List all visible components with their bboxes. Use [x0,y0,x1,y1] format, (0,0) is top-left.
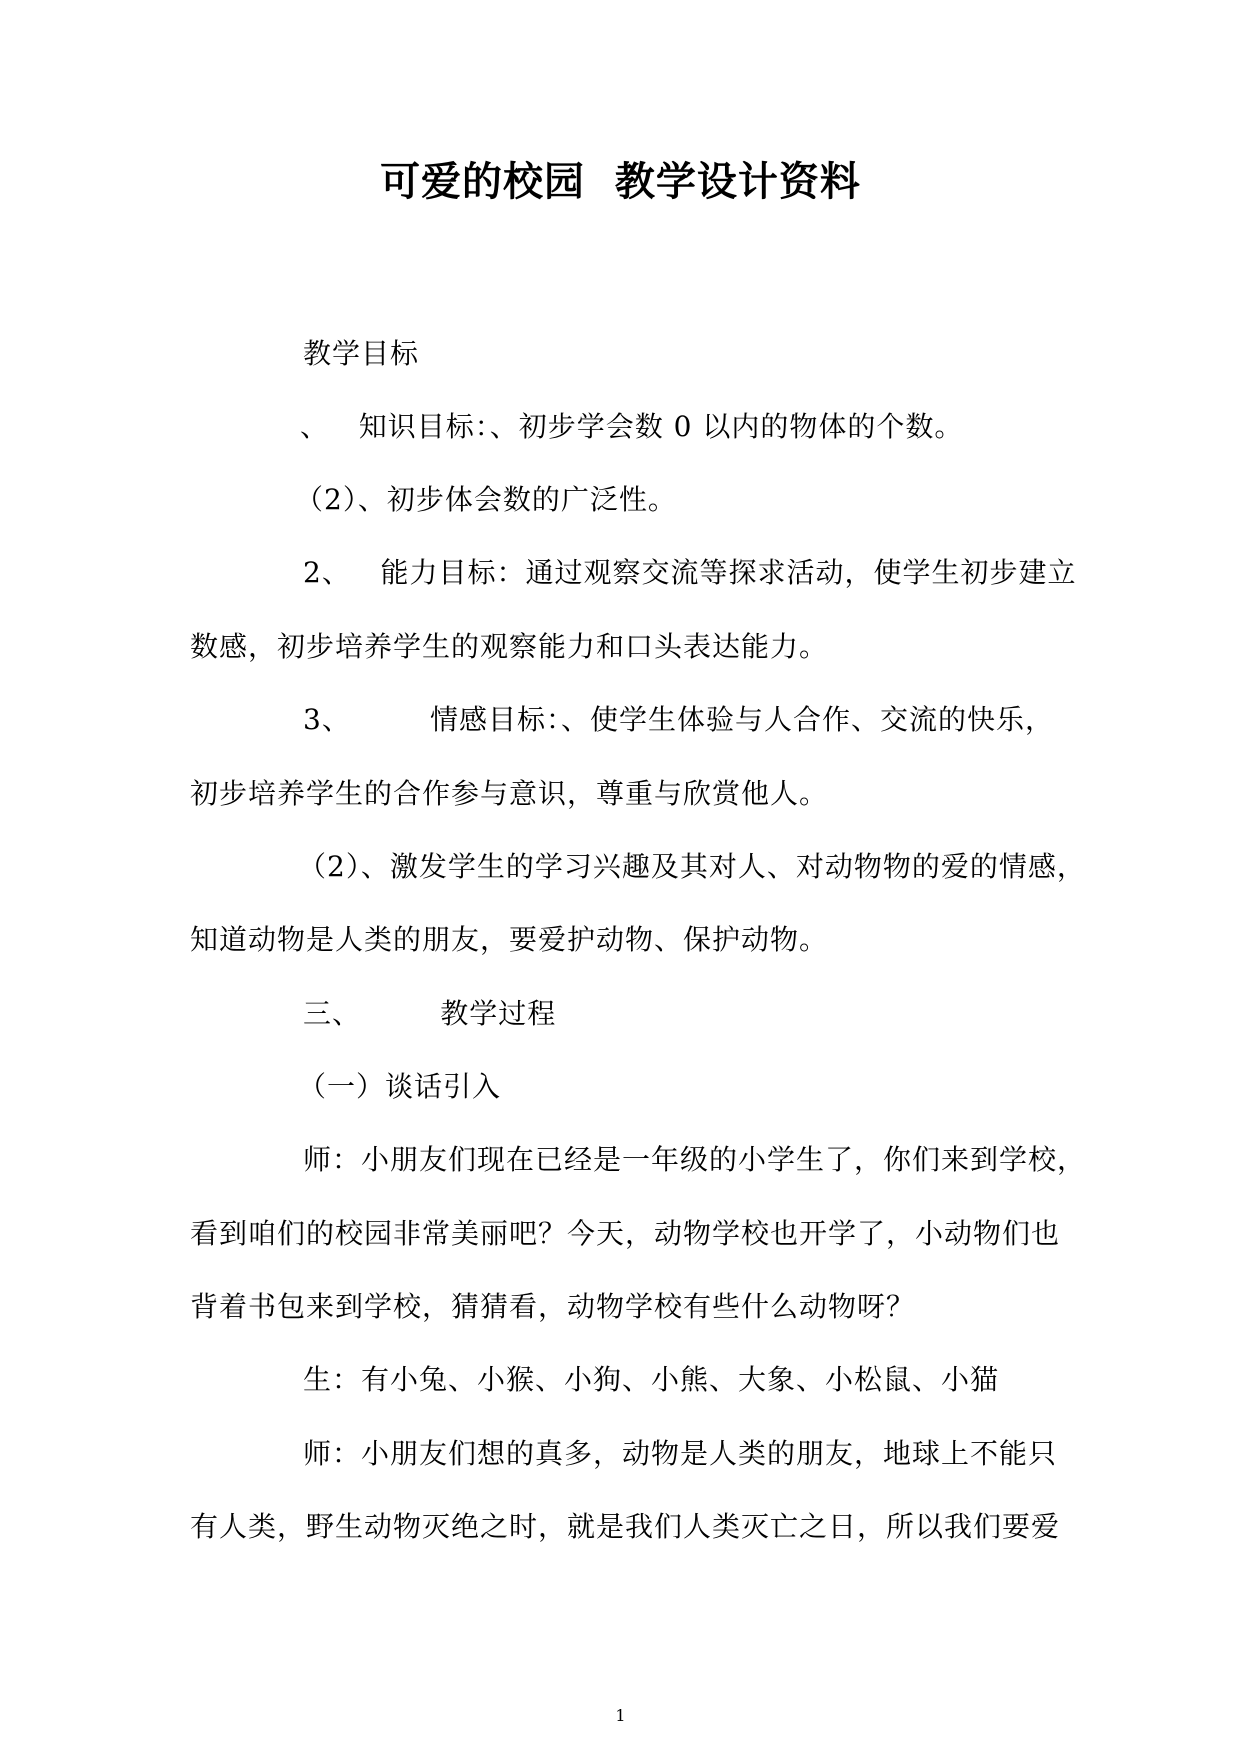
paragraph-line: 2、 能力目标：通过观察交流等探求活动，使学生初步建立 [303,556,1077,589]
paragraph-line: 、 知识目标：、初步学会数 0 以内的物体的个数。 [300,410,964,443]
paragraph-line: 知道动物是人类的朋友，要爱护动物、保护动物。 [190,923,829,956]
paragraph-line: （2）、激发学生的学习兴趣及其对人、对动物物的爱的情感， [298,850,1086,883]
paragraph-line: 初步培养学生的合作参与意识，尊重与欣赏他人。 [190,777,829,810]
paragraph-line: 背着书包来到学校，猜猜看，动物学校有些什么动物呀？ [190,1290,916,1323]
paragraph-line: 生：有小兔、小猴、小狗、小熊、大象、小松鼠、小猫 [303,1363,1000,1396]
paragraph-line: （2）、初步体会数的广泛性。 [295,483,677,516]
subheading-intro: （一）谈话引入 [298,1070,502,1103]
paragraph-line: 师：小朋友们现在已经是一年级的小学生了，你们来到学校， [303,1143,1087,1176]
paragraph-line: 师：小朋友们想的真多，动物是人类的朋友，地球上不能只 [303,1437,1058,1470]
paragraph-line: 看到咱们的校园非常美丽吧？今天，动物学校也开学了，小动物们也 [190,1217,1061,1250]
paragraph-line: 3、 情感目标：、使学生体验与人合作、交流的快乐， [303,703,1055,736]
page-number: 1 [615,1706,626,1725]
paragraph-line: 数感，初步培养学生的观察能力和口头表达能力。 [190,630,829,663]
heading-teaching-goals: 教学目标 [303,337,420,370]
heading-teaching-process: 三、 教学过程 [303,997,557,1030]
paragraph-line: 有人类，野生动物灭绝之时，就是我们人类灭亡之日，所以我们要爱 [190,1510,1061,1543]
document-title: 可爱的校园 教学设计资料 [380,159,861,205]
